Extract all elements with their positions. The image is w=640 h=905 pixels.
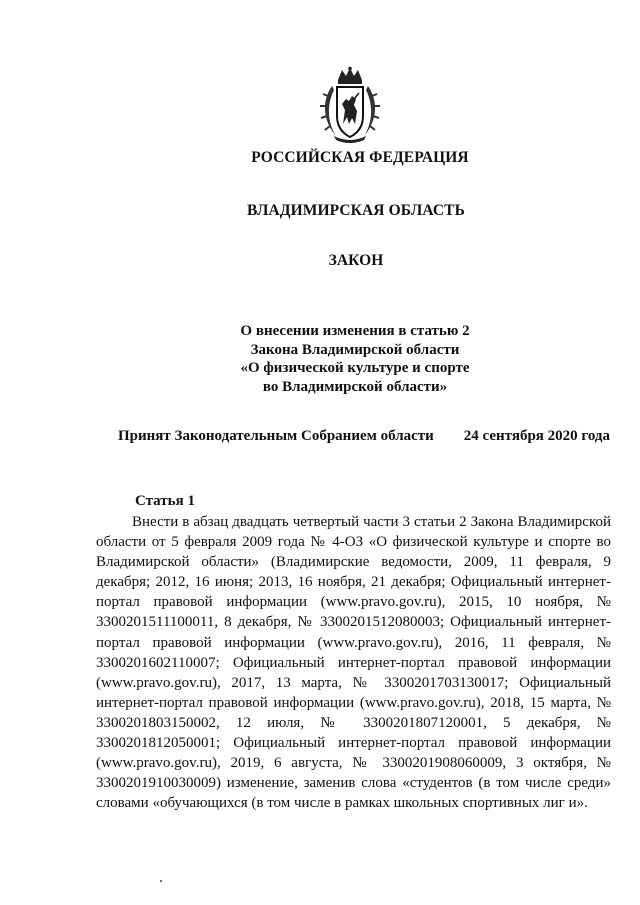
law-title-line: «О физической культуре и спорте — [240, 360, 470, 376]
law-title-line: во Владимирской области» — [262, 378, 448, 395]
article-body: Внести в абзац двадцать четвертый части 3 статьи 2 Закона Владимирской области от 5 февраля 2009 года № 4-ОЗ «О физической культуре и спорте во Владимирской области» (Владимирские ведомости, 2009, 11 февраля, 9 декабря; 2012, 16 июня; 2013, 16 ноября, 21 декабря; Официальный интернет-портал правовой информации (www.pravo.gov.ru), 2015, 10 ноября, № 3300201511100011, 8 декабря, № 3300201512080003; Официальный интернет-портал правовой информации (www.pravo.gov.ru), 2016, 11 февраля, № 3300201602110007; Официальный интернет-портал правовой информации (www.pravo.gov.ru), 2017, 13 марта, № 3300201703130017; Официальный интернет-портал правовой информации (www.pravo.gov.ru), 2018, 15 марта, № 3300201803150002, 12 июля, № 3300201807120001, 5 декабря, № 3300201812050001; Официальный интернет-портал правовой информации (www.pravo.gov.ru), 2019, 6 августа, № 3300201908060009, 3 октября, № 3300201910030009) изменение, заменив слова «студентов (в том числе среди» словами «обучающихся (в том числе в рамках школьных спортивных лиг и». — [96, 514, 611, 812]
law-title-line: О внесении изменения в статью 2 — [240, 323, 470, 339]
law-title-line: Закона Владимирской области — [250, 341, 460, 358]
law-title — [230, 322, 480, 396]
region-heading: ВЛАДИМИРСКАЯ ОБЛАСТЬ — [247, 202, 465, 219]
article-title: Статья 1 — [135, 493, 195, 509]
adoption-date: 24 сентября 2020 года — [463, 428, 610, 444]
scan-speck — [160, 880, 162, 882]
adoption-label: Принят Законодательным Собранием области — [118, 428, 434, 444]
coat-of-arms-icon — [318, 66, 382, 146]
country-heading: РОССИЙСКАЯ ФЕДЕРАЦИЯ — [251, 149, 469, 166]
adoption-line — [118, 428, 610, 445]
document-type-heading: ЗАКОН — [328, 252, 384, 269]
